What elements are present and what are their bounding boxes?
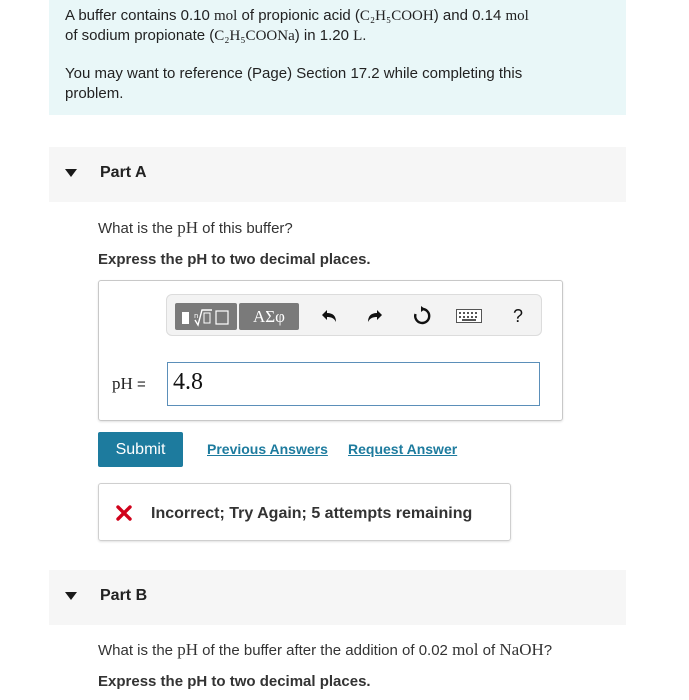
svg-text:n: n <box>194 311 199 320</box>
request-answer-link[interactable]: Request Answer <box>348 441 458 457</box>
part-b-title: Part B <box>100 587 148 604</box>
problem-statement: A buffer contains 0.10 mol of propionic acid (C₂H₅COOH) and 0.14 mol of sodium propionate (C₂H₅COONa) in 1.20 L. <box>65 7 529 44</box>
part-a-question: What is the pH of this buffer? <box>98 218 293 237</box>
undo-icon[interactable] <box>319 305 341 327</box>
previous-answers-link[interactable]: Previous Answers <box>207 441 328 457</box>
redo-icon[interactable] <box>363 305 385 327</box>
templates-icon <box>178 306 234 328</box>
answer-box <box>98 280 563 421</box>
part-a-instruction: Express the pH to two decimal places. <box>98 251 371 268</box>
ph-answer-input[interactable]: 4.8 <box>167 362 540 406</box>
keyboard-icon[interactable] <box>455 305 483 327</box>
collapse-triangle-icon[interactable] <box>65 592 77 600</box>
problem-intro <box>49 0 626 115</box>
feedback-text: Incorrect; Try Again; 5 attempts remaining <box>151 505 473 522</box>
math-toolbar <box>166 294 542 336</box>
part-b-question: What is the pH of the buffer after the addition of 0.02 mol of NaOH? <box>98 640 553 659</box>
reference-note: You may want to reference (Page) Section 17.2 while completing this problem. <box>65 65 523 102</box>
collapse-triangle-icon[interactable] <box>65 169 77 177</box>
help-button[interactable]: ? <box>512 305 523 326</box>
submit-button[interactable]: Submit <box>98 432 183 467</box>
reset-icon[interactable] <box>411 305 433 327</box>
ph-label: pH = <box>112 374 146 393</box>
part-b-header[interactable] <box>49 570 626 625</box>
part-a-header[interactable] <box>49 147 626 202</box>
templates-button[interactable] <box>175 303 237 330</box>
part-a-title: Part A <box>100 164 147 181</box>
incorrect-x-icon <box>115 504 133 527</box>
part-b-instruction: Express the pH to two decimal places. <box>98 673 371 690</box>
feedback-message <box>98 483 511 541</box>
greek-symbols-button[interactable]: ΑΣφ <box>239 303 299 330</box>
